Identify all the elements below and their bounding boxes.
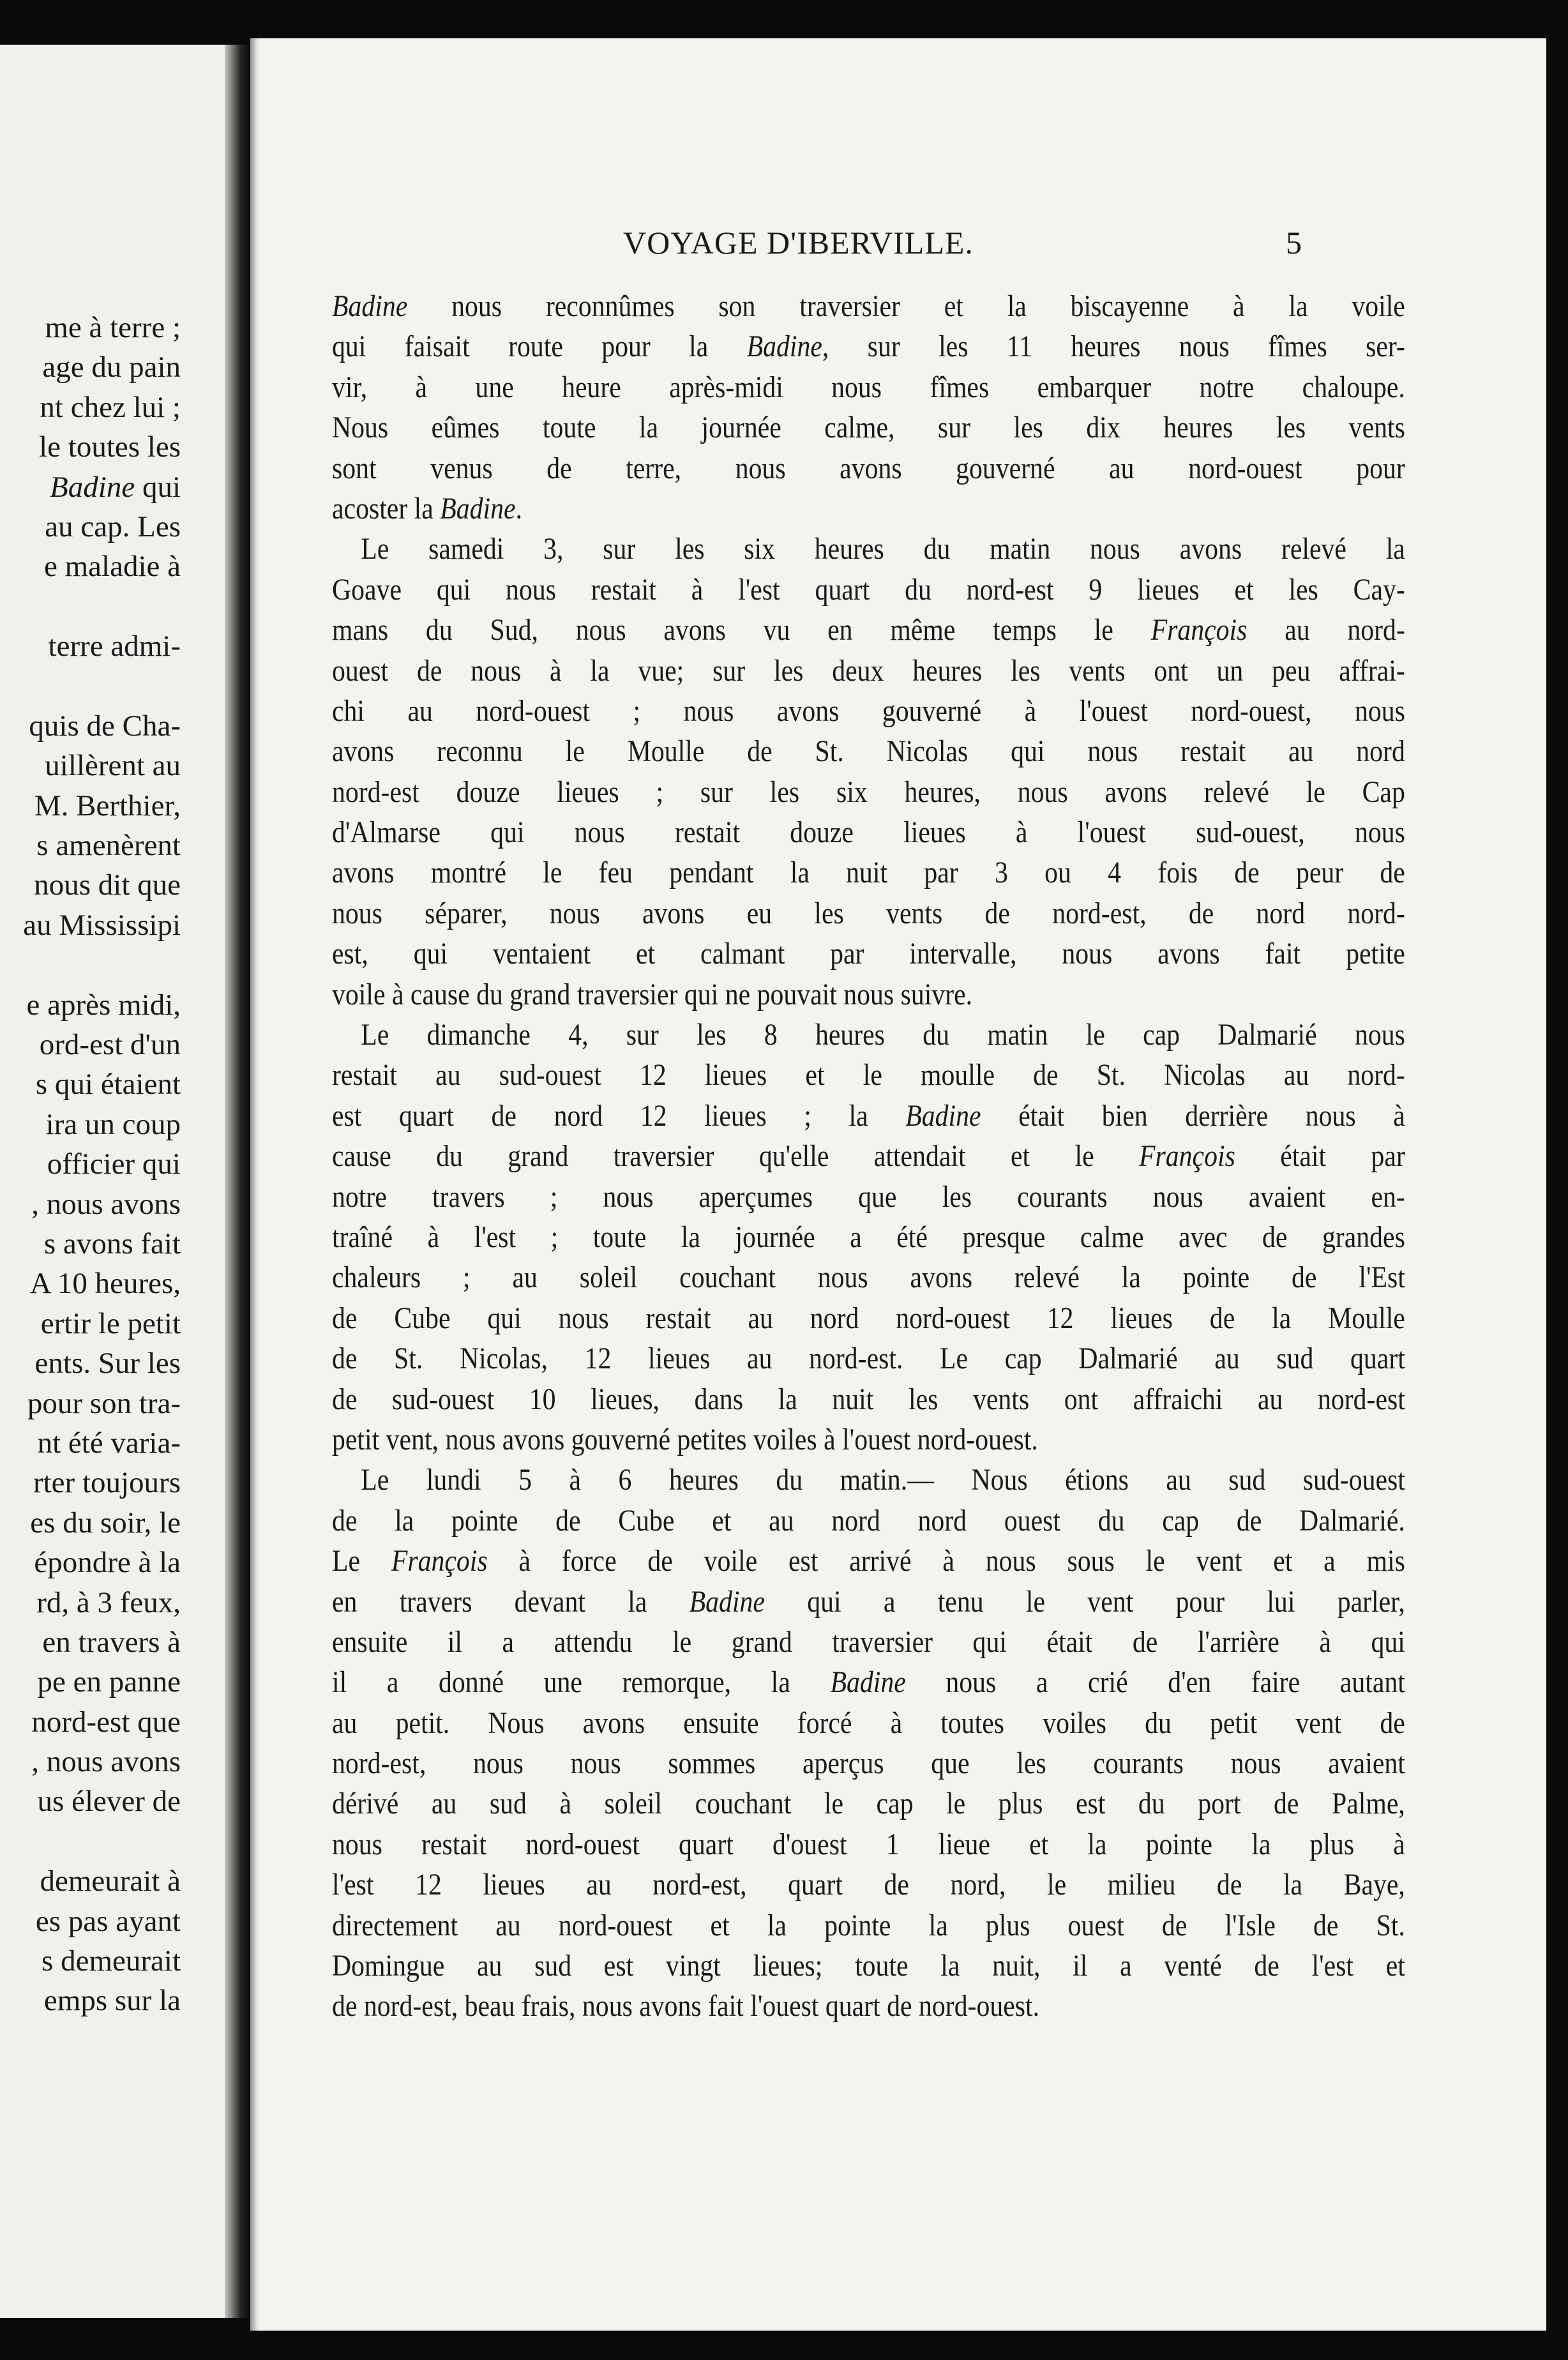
text-line: acoster la Badine.: [332, 491, 523, 526]
previous-page-line: ents. Sur les: [34, 1347, 181, 1380]
text-line: avons montré le feu pendant la nuit par 3 ou 4 fois de peur de: [332, 856, 1405, 890]
text-line: nord-est, nous nous sommes aperçus que les courants nous avaient: [332, 1746, 1405, 1781]
previous-page-line: s amenèrent: [36, 829, 181, 863]
text-line: d'Almarse qui nous restait douze lieues à l'ouest sud-ouest, nous: [332, 815, 1405, 850]
previous-page-line: es du soir, le: [30, 1506, 181, 1539]
previous-page-line: épondre à la: [34, 1546, 181, 1580]
previous-page-line: [0, 667, 181, 706]
text-line: petit vent, nous avons gouverné petites voiles à l'ouest nord-ouest.: [332, 1422, 1038, 1456]
text-line: Goave qui nous restait à l'est quart du nord-est 9 lieues et les Cay-: [332, 572, 1405, 607]
text-line: est quart de nord 12 lieues ; la Badine était bien derrière nous à: [332, 1098, 1405, 1133]
page-gutter-shadow: [225, 45, 250, 2318]
text-line: Le samedi 3, sur les six heures du matin nous avons relevé la: [361, 532, 1405, 566]
previous-page-line: us élever de: [37, 1785, 181, 1819]
previous-page-line: ord-est d'un: [39, 1028, 181, 1062]
text-line: au petit. Nous avons ensuite forcé à toutes voiles du petit vent de: [332, 1706, 1405, 1740]
previous-page-line: uillèrent au: [45, 749, 181, 783]
text-line: cause du grand traversier qu'elle attendait et le François était par: [332, 1139, 1405, 1174]
previous-page-line: officier qui: [47, 1147, 181, 1181]
previous-page-line: nord-est que: [31, 1705, 181, 1739]
previous-page-line: ertir le petit: [40, 1306, 181, 1340]
previous-page-line: au Mississipi: [23, 908, 181, 942]
previous-page-line: emps sur la: [43, 1984, 181, 2018]
text-line: vir, à une heure après-midi nous fîmes embarquer notre chaloupe.: [332, 370, 1405, 404]
text-line: traîné à l'est ; toute la journée a été presque calme avec de grandes: [332, 1220, 1405, 1254]
previous-page-line: quis de Cha-: [29, 709, 181, 743]
text-line: Le dimanche 4, sur les 8 heures du matin le cap Dalmarié nous: [361, 1018, 1405, 1052]
text-line: l'est 12 lieues au nord-est, quart de nord, le milieu de la Baye,: [332, 1868, 1405, 1902]
text-line: ouest de nous à la vue; sur les deux heures les vents ont un peu affrai-: [332, 653, 1405, 688]
previous-page-line: nous dit que: [34, 868, 181, 902]
current-page: [250, 38, 1546, 2331]
text-line: de St. Nicolas, 12 lieues au nord-est. Le cap Dalmarié au sud quart: [332, 1342, 1405, 1376]
previous-page-line: , nous avons: [31, 1745, 181, 1779]
previous-page-line: e maladie à: [44, 550, 181, 584]
text-line: sont venus de terre, nous avons gouverné au nord-ouest pour: [332, 451, 1405, 485]
text-line: nous séparer, nous avons eu les vents de nord-est, de nord nord-: [332, 896, 1405, 930]
text-line: qui faisait route pour la Badine, sur les 11 heures nous fîmes ser-: [332, 329, 1405, 364]
text-line: de la pointe de Cube et au nord nord ouest du cap de Dalmarié.: [332, 1503, 1405, 1538]
previous-page-line: nt chez lui ;: [40, 390, 181, 424]
text-line: dérivé au sud à soleil couchant le cap le plus est du port de Palme,: [332, 1787, 1405, 1821]
previous-page-line: e après midi,: [26, 988, 181, 1022]
previous-page-line: nt été varia-: [37, 1426, 181, 1460]
text-line: directement au nord-ouest et la pointe la plus ouest de l'Isle de St.: [332, 1908, 1405, 1942]
previous-page-line: le toutes les: [39, 430, 181, 464]
previous-page-line: au cap. Les: [45, 510, 181, 543]
text-line: Le François à force de voile est arrivé à nous sous le vent et a mis: [332, 1544, 1405, 1578]
text-line: chaleurs ; au soleil couchant nous avons relevé la pointe de l'Est: [332, 1260, 1405, 1295]
previous-page-line: [0, 945, 181, 985]
text-line: avons reconnu le Moulle de St. Nicolas qui nous restait au nord: [332, 734, 1405, 769]
previous-page-text: [0, 308, 181, 2021]
page-number: 5: [1286, 225, 1302, 261]
previous-page-line: [0, 1822, 181, 1861]
previous-page-line: s demeurait: [41, 1944, 181, 1978]
previous-page-line: M. Berthier,: [34, 789, 181, 822]
text-line: notre travers ; nous aperçumes que les courants nous avaient en-: [332, 1179, 1405, 1214]
previous-page-line: [0, 587, 181, 626]
previous-page-line: s avons fait: [43, 1227, 181, 1260]
text-line: Badine nous reconnûmes son traversier et la biscayenne à la voile: [332, 289, 1405, 323]
previous-page-line: s qui étaient: [35, 1068, 181, 1101]
previous-page-line: rd, à 3 feux,: [36, 1585, 181, 1619]
page-header: [250, 223, 1546, 262]
previous-page-line: en travers à: [42, 1625, 181, 1659]
text-line: ensuite il a attendu le grand traversier qui était de l'arrière à qui: [332, 1624, 1405, 1659]
text-line: en travers devant la Badine qui a tenu le vent pour lui parler,: [332, 1584, 1405, 1619]
previous-page-line: terre admi-: [48, 630, 181, 663]
previous-page-line: es pas ayant: [35, 1904, 181, 1938]
body-text: [332, 286, 1405, 2027]
previous-page-line: me à terre ;: [45, 311, 181, 344]
previous-page-line: A 10 heures,: [29, 1267, 181, 1301]
previous-page-line: rter toujours: [33, 1466, 181, 1500]
previous-page-line: , nous avons: [31, 1187, 181, 1221]
text-line: voile à cause du grand traversier qui ne pouvait nous suivre.: [332, 977, 973, 1011]
previous-page-line: pour son tra-: [27, 1386, 181, 1420]
text-line: Domingue au sud est vingt lieues; toute la nuit, il a venté de l'est et: [332, 1949, 1405, 1983]
text-line: nous restait nord-ouest quart d'ouest 1 lieue et la pointe la plus à: [332, 1827, 1405, 1861]
previous-page: [0, 45, 239, 2318]
text-line: mans du Sud, nous avons vu en même temps le François au nord-: [332, 613, 1405, 647]
previous-page-line: pe en panne: [37, 1665, 181, 1699]
text-line: de Cube qui nous restait au nord nord-ouest 12 lieues de la Moulle: [332, 1301, 1405, 1335]
previous-page-line: ira un coup: [45, 1107, 181, 1141]
text-line: restait au sud-ouest 12 lieues et le moulle de St. Nicolas au nord-: [332, 1058, 1405, 1093]
previous-page-line: age du pain: [42, 351, 181, 384]
text-line: nord-est douze lieues ; sur les six heures, nous avons relevé le Cap: [332, 775, 1405, 809]
text-line: il a donné une remorque, la Badine nous a crié d'en faire autant: [332, 1665, 1405, 1700]
previous-page-line: Badine qui: [50, 470, 181, 504]
text-line: chi au nord-ouest ; nous avons gouverné à l'ouest nord-ouest, nous: [332, 693, 1405, 728]
text-line: est, qui ventaient et calmant par intervalle, nous avons fait petite: [332, 937, 1405, 971]
text-line: Nous eûmes toute la journée calme, sur les dix heures les vents: [332, 411, 1405, 445]
text-line: Le lundi 5 à 6 heures du matin.— Nous étions au sud sud-ouest: [361, 1463, 1405, 1497]
running-head: VOYAGE D'IBERVILLE.: [623, 225, 974, 261]
previous-page-line: demeurait à: [40, 1865, 181, 1898]
text-line: de sud-ouest 10 lieues, dans la nuit les vents ont affraichi au nord-est: [332, 1382, 1405, 1416]
text-line: de nord-est, beau frais, nous avons fait l'ouest quart de nord-ouest.: [332, 1989, 1040, 2023]
